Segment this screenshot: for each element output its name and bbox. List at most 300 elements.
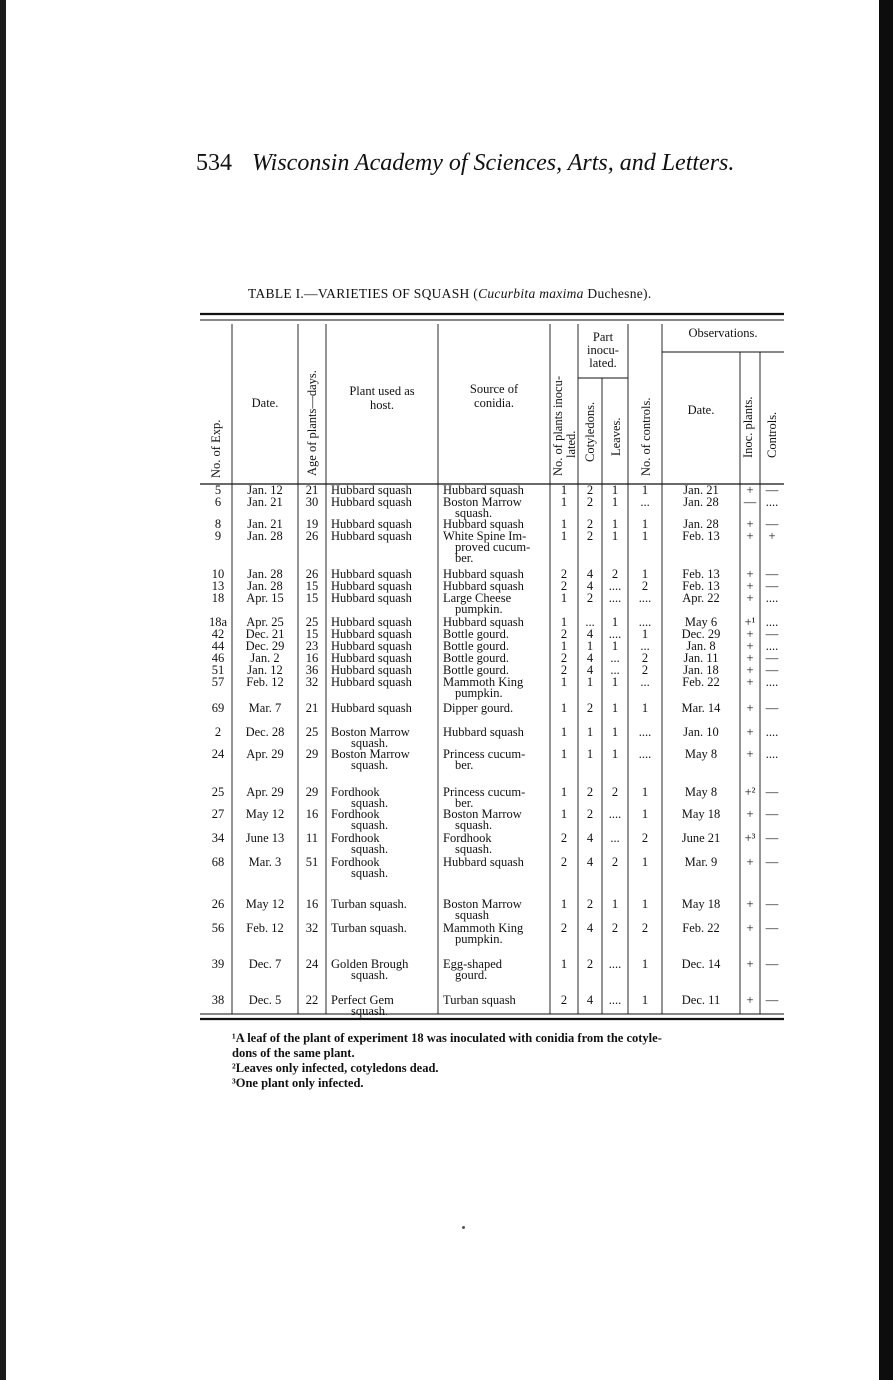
header-no-exp: No. of Exp. xyxy=(209,419,223,478)
cell-source: squash. xyxy=(455,506,493,520)
header-no-plants-1: No. of plants inocu- xyxy=(551,376,565,476)
cell-controls-count: 1 xyxy=(641,993,649,1007)
cell-controls-count: 1 xyxy=(641,957,649,971)
cell-controls-result: .... xyxy=(765,725,779,739)
page-header xyxy=(196,150,756,177)
cell-exp-no: 39 xyxy=(211,957,225,971)
cell-source: squash. xyxy=(455,818,493,832)
cell-host: Hubbard squash xyxy=(331,627,412,641)
cell-controls-result: — xyxy=(765,957,779,971)
cell-host: squash. xyxy=(351,736,389,750)
cell-date: Dec. 21 xyxy=(245,627,285,641)
cell-plants-inoculated: 2 xyxy=(560,579,568,593)
running-title: Wisconsin Academy of Sciences, Arts, and Letters. xyxy=(252,150,735,176)
cell-controls-result: — xyxy=(765,993,779,1007)
cell-date: Dec. 5 xyxy=(248,993,282,1007)
cell-host: Golden Brough xyxy=(331,957,409,971)
cell-observation-date: Jan. 21 xyxy=(683,483,719,497)
cell-cotyledons: 2 xyxy=(586,807,594,821)
cell-controls-count: 1 xyxy=(641,807,649,821)
header-age: Age of plants—days. xyxy=(305,370,319,476)
cell-age: 15 xyxy=(305,579,319,593)
cell-plants-inoculated: 1 xyxy=(560,701,568,715)
cell-inoc-plants: + xyxy=(746,517,754,531)
cell-plants-inoculated: 1 xyxy=(560,495,568,509)
cell-date: Apr. 25 xyxy=(246,615,284,629)
cell-leaves: 1 xyxy=(611,517,619,531)
cell-inoc-plants: + xyxy=(746,579,754,593)
cell-inoc-plants: + xyxy=(746,567,754,581)
cell-controls-count: .... xyxy=(638,747,652,761)
header-part-2: inocu- xyxy=(587,343,619,357)
cell-leaves: 1 xyxy=(611,495,619,509)
cell-observation-date: Jan. 10 xyxy=(683,725,719,739)
cell-source: Bottle gourd. xyxy=(443,639,509,653)
cell-leaves: ... xyxy=(610,651,620,665)
cell-host: Hubbard squash xyxy=(331,701,412,715)
cell-host: Hubbard squash xyxy=(331,483,412,497)
cell-source: Princess cucum- xyxy=(443,785,526,799)
cell-source: ber. xyxy=(455,551,474,565)
cell-source: Hubbard squash xyxy=(443,615,524,629)
cell-controls-count: 1 xyxy=(641,483,649,497)
cell-host: squash. xyxy=(351,1004,389,1018)
cell-source: Boston Marrow xyxy=(443,807,522,821)
cell-host: Hubbard squash xyxy=(331,651,412,665)
cell-plants-inoculated: 1 xyxy=(560,483,568,497)
cell-exp-no: 8 xyxy=(214,517,222,531)
cell-controls-count: .... xyxy=(638,615,652,629)
cell-inoc-plants: — xyxy=(743,495,757,509)
cell-exp-no: 18a xyxy=(208,615,228,629)
cell-inoc-plants: + xyxy=(746,897,754,911)
cell-source: squash xyxy=(455,908,490,922)
cell-age: 21 xyxy=(305,701,319,715)
cell-inoc-plants: + xyxy=(746,483,754,497)
cell-plants-inoculated: 2 xyxy=(560,993,568,1007)
cell-source: Bottle gourd. xyxy=(443,663,509,677)
footnotes xyxy=(232,1031,812,1091)
cell-age: 29 xyxy=(305,747,319,761)
cell-age: 36 xyxy=(305,663,319,677)
cell-controls-result: — xyxy=(765,651,779,665)
cell-source: Hubbard squash xyxy=(443,517,524,531)
cell-controls-count: ... xyxy=(640,495,650,509)
cell-host: squash. xyxy=(351,758,389,772)
cell-source: Dipper gourd. xyxy=(443,701,514,715)
cell-date: Apr. 29 xyxy=(246,747,284,761)
cell-age: 16 xyxy=(305,897,319,911)
cell-cotyledons: 4 xyxy=(586,663,594,677)
cell-host: squash. xyxy=(351,968,389,982)
cell-observation-date: May 18 xyxy=(681,807,721,821)
cell-controls-result: .... xyxy=(765,495,779,509)
cell-cotyledons: 4 xyxy=(586,651,594,665)
cell-exp-no: 56 xyxy=(211,921,225,935)
cell-cotyledons: 2 xyxy=(586,495,594,509)
cell-cotyledons: 1 xyxy=(586,675,594,689)
cell-leaves: .... xyxy=(608,993,622,1007)
cell-observation-date: Jan. 8 xyxy=(686,639,716,653)
cell-source: Mammoth King xyxy=(443,921,524,935)
cell-age: 24 xyxy=(305,957,319,971)
cell-controls-count: 2 xyxy=(641,831,649,845)
cell-date: Jan. 28 xyxy=(247,567,283,581)
cell-exp-no: 26 xyxy=(211,897,225,911)
cell-observation-date: Feb. 22 xyxy=(682,675,720,689)
cell-exp-no: 6 xyxy=(214,495,222,509)
cell-observation-date: Feb. 22 xyxy=(682,921,720,935)
cell-source: proved cucum- xyxy=(455,540,531,554)
cell-exp-no: 25 xyxy=(211,785,225,799)
cell-controls-result: — xyxy=(765,517,779,531)
cell-inoc-plants: + xyxy=(746,725,754,739)
cell-host: Turban squash. xyxy=(331,897,407,911)
varieties-table-svg xyxy=(200,310,784,1024)
cell-host: Hubbard squash xyxy=(331,579,412,593)
cell-host: Boston Marrow xyxy=(331,725,410,739)
cell-controls-count: 1 xyxy=(641,627,649,641)
cell-age: 25 xyxy=(305,615,319,629)
cell-exp-no: 44 xyxy=(211,639,225,653)
cell-date: Dec. 7 xyxy=(248,957,282,971)
cell-age: 15 xyxy=(305,591,319,605)
cell-host: Hubbard squash xyxy=(331,639,412,653)
page-number: 534 xyxy=(196,150,232,176)
header-part-3: lated. xyxy=(589,356,617,370)
cell-exp-no: 51 xyxy=(211,663,225,677)
cell-cotyledons: 2 xyxy=(586,957,594,971)
cell-date: Jan. 12 xyxy=(247,483,283,497)
scan-edge-left xyxy=(0,0,6,1380)
cell-plants-inoculated: 1 xyxy=(560,529,568,543)
cell-age: 51 xyxy=(305,855,319,869)
cell-inoc-plants: +¹ xyxy=(744,615,756,629)
cell-controls-count: 1 xyxy=(641,517,649,531)
cell-source: Bottle gourd. xyxy=(443,651,509,665)
cell-leaves: 1 xyxy=(611,639,619,653)
cell-plants-inoculated: 1 xyxy=(560,785,568,799)
cell-date: Jan. 21 xyxy=(247,517,283,531)
cell-observation-date: Dec. 29 xyxy=(681,627,721,641)
cell-plants-inoculated: 1 xyxy=(560,517,568,531)
header-controls: Controls. xyxy=(765,411,779,458)
header-host-1: Plant used as xyxy=(349,384,415,398)
cell-host: squash. xyxy=(351,866,389,880)
cell-controls-result: — xyxy=(765,807,779,821)
cell-controls-result: .... xyxy=(765,747,779,761)
cell-inoc-plants: + xyxy=(746,651,754,665)
cell-host: squash. xyxy=(351,818,389,832)
cell-plants-inoculated: 2 xyxy=(560,921,568,935)
cell-inoc-plants: + xyxy=(746,921,754,935)
cell-controls-result: — xyxy=(765,701,779,715)
cell-observation-date: Feb. 13 xyxy=(682,529,720,543)
cell-plants-inoculated: 2 xyxy=(560,567,568,581)
cell-source: pumpkin. xyxy=(455,932,503,946)
cell-controls-count: 2 xyxy=(641,651,649,665)
cell-observation-date: June 21 xyxy=(681,831,721,845)
cell-plants-inoculated: 1 xyxy=(560,747,568,761)
cell-age: 15 xyxy=(305,627,319,641)
cell-observation-date: Feb. 13 xyxy=(682,567,720,581)
cell-controls-count: 1 xyxy=(641,567,649,581)
cell-exp-no: 18 xyxy=(211,591,225,605)
footnote-1b: dons of the same plant. xyxy=(232,1046,355,1060)
page-mark xyxy=(462,1226,465,1229)
cell-observation-date: May 8 xyxy=(684,747,718,761)
cell-leaves: .... xyxy=(608,579,622,593)
cell-controls-count: 1 xyxy=(641,701,649,715)
cell-observation-date: May 8 xyxy=(684,785,718,799)
cell-source: Hubbard squash xyxy=(443,725,524,739)
cell-observation-date: Apr. 22 xyxy=(682,591,720,605)
cell-host: Hubbard squash xyxy=(331,591,412,605)
cell-plants-inoculated: 1 xyxy=(560,675,568,689)
cell-inoc-plants: + xyxy=(746,591,754,605)
cell-inoc-plants: + xyxy=(746,807,754,821)
cell-controls-result: — xyxy=(765,831,779,845)
cell-controls-count: 2 xyxy=(641,663,649,677)
cell-host: Hubbard squash xyxy=(331,663,412,677)
cell-source: Egg-shaped xyxy=(443,957,503,971)
cell-age: 21 xyxy=(305,483,319,497)
cell-plants-inoculated: 1 xyxy=(560,591,568,605)
cell-leaves: 1 xyxy=(611,747,619,761)
cell-leaves: 1 xyxy=(611,483,619,497)
cell-plants-inoculated: 1 xyxy=(560,957,568,971)
cell-controls-result: .... xyxy=(765,591,779,605)
cell-source: Mammoth King xyxy=(443,675,524,689)
cell-host: Hubbard squash xyxy=(331,517,412,531)
cell-leaves: .... xyxy=(608,807,622,821)
cell-controls-count: .... xyxy=(638,725,652,739)
cell-controls-result: — xyxy=(765,897,779,911)
cell-controls-count: 1 xyxy=(641,529,649,543)
cell-date: Feb. 12 xyxy=(246,921,284,935)
cell-source: gourd. xyxy=(455,968,488,982)
cell-age: 11 xyxy=(305,831,319,845)
cell-host: Hubbard squash xyxy=(331,529,412,543)
cell-exp-no: 24 xyxy=(211,747,225,761)
cell-date: Jan. 28 xyxy=(247,529,283,543)
cell-plants-inoculated: 1 xyxy=(560,807,568,821)
cell-plants-inoculated: 1 xyxy=(560,639,568,653)
cell-controls-result: .... xyxy=(765,675,779,689)
cell-observation-date: Jan. 28 xyxy=(683,517,719,531)
cell-leaves: 1 xyxy=(611,701,619,715)
cell-source: Bottle gourd. xyxy=(443,627,509,641)
cell-controls-result: — xyxy=(765,785,779,799)
header-no-controls: No. of controls. xyxy=(639,397,653,476)
cell-controls-result: — xyxy=(765,855,779,869)
cell-exp-no: 10 xyxy=(211,567,225,581)
cell-cotyledons: 4 xyxy=(586,993,594,1007)
cell-leaves: .... xyxy=(608,957,622,971)
varieties-table xyxy=(200,310,784,1024)
cell-source: Hubbard squash xyxy=(443,567,524,581)
cell-exp-no: 57 xyxy=(211,675,225,689)
cell-observation-date: Mar. 14 xyxy=(681,701,721,715)
cell-plants-inoculated: 1 xyxy=(560,615,568,629)
cell-source: pumpkin. xyxy=(455,686,503,700)
cell-source: Hubbard squash xyxy=(443,855,524,869)
cell-plants-inoculated: 2 xyxy=(560,663,568,677)
cell-age: 16 xyxy=(305,651,319,665)
cell-host: squash. xyxy=(351,842,389,856)
cell-exp-no: 46 xyxy=(211,651,225,665)
cell-source: Hubbard squash xyxy=(443,483,524,497)
cell-cotyledons: 4 xyxy=(586,831,594,845)
cell-age: 22 xyxy=(305,993,319,1007)
header-source-2: conidia. xyxy=(474,396,514,410)
cell-host: Fordhook xyxy=(331,807,380,821)
cell-controls-count: 2 xyxy=(641,921,649,935)
cell-host: Hubbard squash xyxy=(331,615,412,629)
cell-inoc-plants: + xyxy=(746,957,754,971)
cell-controls-result: .... xyxy=(765,615,779,629)
cell-host: Hubbard squash xyxy=(331,567,412,581)
cell-controls-count: 1 xyxy=(641,785,649,799)
header-cotyledons: Cotyledons. xyxy=(583,401,597,462)
cell-exp-no: 42 xyxy=(211,627,225,641)
cell-cotyledons: 1 xyxy=(586,725,594,739)
header-observations: Observations. xyxy=(688,326,758,340)
cell-inoc-plants: + xyxy=(746,855,754,869)
cell-cotyledons: 1 xyxy=(586,639,594,653)
header-inoc-plants: Inoc. plants. xyxy=(741,396,755,458)
cell-leaves: 1 xyxy=(611,675,619,689)
cell-exp-no: 38 xyxy=(211,993,225,1007)
cell-date: Jan. 2 xyxy=(250,651,280,665)
cell-date: Mar. 3 xyxy=(248,855,282,869)
cell-plants-inoculated: 2 xyxy=(560,651,568,665)
table-title-species: Cucurbita maxima xyxy=(478,286,584,301)
cell-source: ber. xyxy=(455,758,474,772)
cell-source: White Spine Im- xyxy=(443,529,527,543)
cell-cotyledons: 1 xyxy=(586,747,594,761)
cell-date: Apr. 29 xyxy=(246,785,284,799)
cell-age: 26 xyxy=(305,567,319,581)
cell-leaves: 1 xyxy=(611,897,619,911)
scan-edge-right xyxy=(879,0,893,1380)
table-title-suffix: Duchesne). xyxy=(583,286,652,301)
cell-host: Boston Marrow xyxy=(331,747,410,761)
cell-plants-inoculated: 2 xyxy=(560,855,568,869)
cell-cotyledons: 2 xyxy=(586,701,594,715)
cell-age: 32 xyxy=(305,675,319,689)
cell-observation-date: May 18 xyxy=(681,897,721,911)
cell-age: 32 xyxy=(305,921,319,935)
cell-cotyledons: 2 xyxy=(586,591,594,605)
cell-plants-inoculated: 2 xyxy=(560,627,568,641)
footnote-3: ³One plant only infected. xyxy=(232,1076,364,1090)
cell-controls-count: ... xyxy=(640,639,650,653)
cell-inoc-plants: +² xyxy=(744,785,756,799)
cell-source: Boston Marrow xyxy=(443,897,522,911)
cell-date: Jan. 21 xyxy=(247,495,283,509)
cell-inoc-plants: + xyxy=(746,747,754,761)
cell-leaves: 1 xyxy=(611,529,619,543)
cell-age: 16 xyxy=(305,807,319,821)
cell-controls-result: — xyxy=(765,663,779,677)
cell-age: 26 xyxy=(305,529,319,543)
footnote-1a: ¹A leaf of the plant of experiment 18 was inoculated with conidia from the cotyle- xyxy=(232,1031,662,1045)
cell-exp-no: 2 xyxy=(214,725,222,739)
cell-leaves: 2 xyxy=(611,855,619,869)
cell-host: Perfect Gem xyxy=(331,993,394,1007)
cell-leaves: 1 xyxy=(611,725,619,739)
cell-source: Fordhook xyxy=(443,831,492,845)
header-no-plants-2: lated. xyxy=(564,430,578,458)
cell-date: May 12 xyxy=(245,807,285,821)
cell-source: squash. xyxy=(455,842,493,856)
cell-inoc-plants: + xyxy=(746,993,754,1007)
cell-date: May 12 xyxy=(245,897,285,911)
cell-age: 23 xyxy=(305,639,319,653)
cell-observation-date: Dec. 11 xyxy=(681,993,721,1007)
cell-controls-result: — xyxy=(765,921,779,935)
cell-leaves: .... xyxy=(608,591,622,605)
cell-date: Dec. 29 xyxy=(245,639,285,653)
cell-cotyledons: 2 xyxy=(586,529,594,543)
table-title xyxy=(248,286,652,302)
cell-cotyledons: ... xyxy=(585,615,595,629)
cell-age: 30 xyxy=(305,495,319,509)
cell-source: Hubbard squash xyxy=(443,579,524,593)
header-leaves: Leaves. xyxy=(609,417,623,456)
cell-age: 29 xyxy=(305,785,319,799)
cell-plants-inoculated: 1 xyxy=(560,725,568,739)
cell-controls-result: .... xyxy=(765,639,779,653)
cell-controls-result: — xyxy=(765,567,779,581)
cell-exp-no: 9 xyxy=(214,529,222,543)
header-date: Date. xyxy=(251,396,279,410)
cell-exp-no: 68 xyxy=(211,855,225,869)
cell-observation-date: Mar. 9 xyxy=(684,855,718,869)
header-obs-date: Date. xyxy=(687,403,715,417)
cell-inoc-plants: + xyxy=(746,675,754,689)
cell-observation-date: Jan. 11 xyxy=(683,651,719,665)
cell-host: Fordhook xyxy=(331,855,380,869)
cell-inoc-plants: +³ xyxy=(744,831,756,845)
cell-cotyledons: 4 xyxy=(586,567,594,581)
cell-observation-date: May 6 xyxy=(684,615,718,629)
cell-cotyledons: 4 xyxy=(586,855,594,869)
footnote-2: ²Leaves only infected, cotyledons dead. xyxy=(232,1061,439,1075)
cell-controls-result: + xyxy=(768,529,776,543)
cell-observation-date: Feb. 13 xyxy=(682,579,720,593)
cell-cotyledons: 2 xyxy=(586,517,594,531)
cell-host: Hubbard squash xyxy=(331,495,412,509)
cell-plants-inoculated: 1 xyxy=(560,897,568,911)
cell-date: Jan. 12 xyxy=(247,663,283,677)
cell-exp-no: 5 xyxy=(214,483,222,497)
cell-age: 19 xyxy=(305,517,319,531)
cell-leaves: .... xyxy=(608,627,622,641)
cell-leaves: ... xyxy=(610,831,620,845)
cell-cotyledons: 4 xyxy=(586,579,594,593)
cell-exp-no: 13 xyxy=(211,579,225,593)
header-host-2: host. xyxy=(370,398,394,412)
cell-controls-result: — xyxy=(765,483,779,497)
cell-observation-date: Jan. 18 xyxy=(683,663,719,677)
cell-source: Princess cucum- xyxy=(443,747,526,761)
cell-controls-result: — xyxy=(765,627,779,641)
cell-exp-no: 34 xyxy=(211,831,225,845)
cell-date: Feb. 12 xyxy=(246,675,284,689)
cell-age: 25 xyxy=(305,725,319,739)
